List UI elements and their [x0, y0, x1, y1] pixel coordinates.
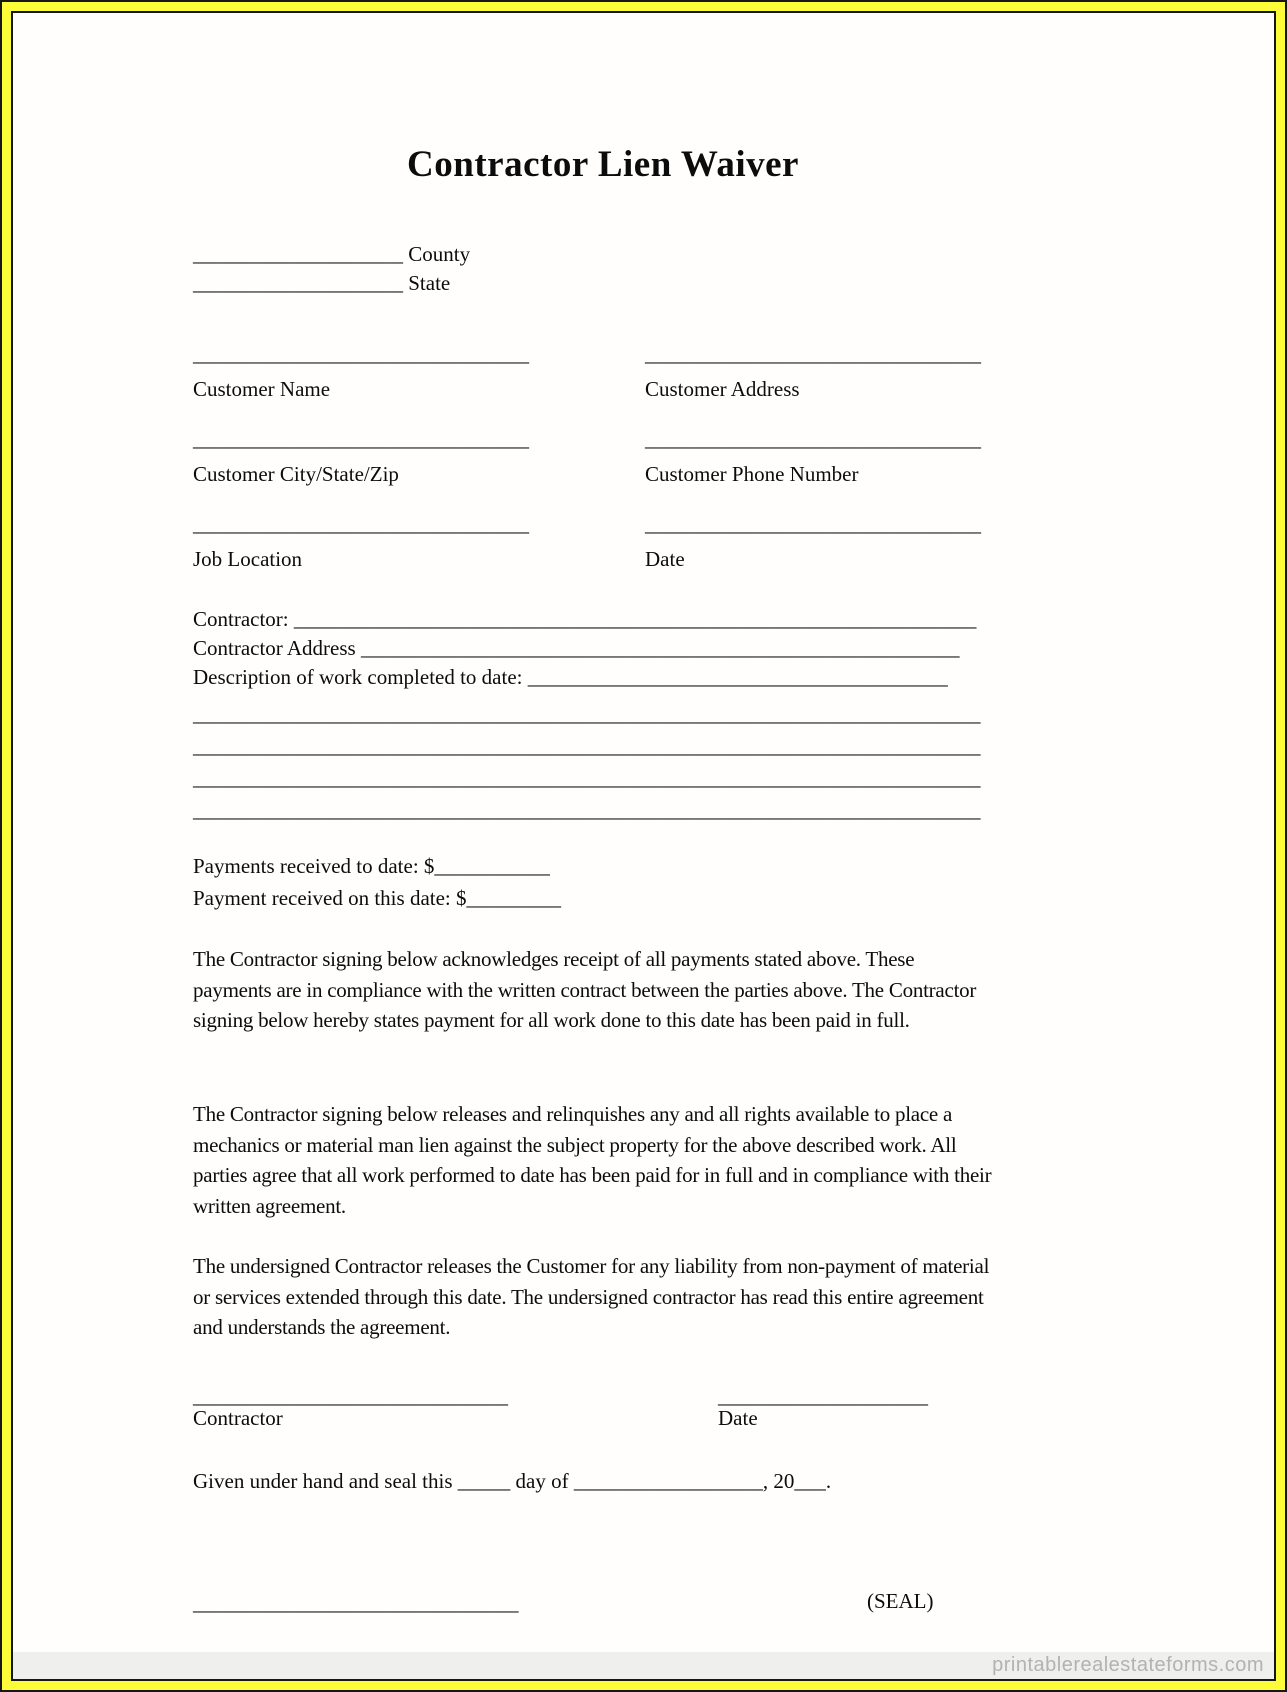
customer-city-state-zip-label: Customer City/State/Zip [193, 462, 399, 486]
execution-month-blank: __________________ [573, 1469, 763, 1493]
customer-phone-blank: ________________________________ [645, 427, 981, 451]
work-description-blank: ________________________________________ [527, 665, 948, 689]
execution-clause [193, 1469, 831, 1494]
payment-this-date-blank: _________ [466, 886, 562, 910]
writing-line: ___________________________________________________________________________ [193, 734, 981, 758]
writing-line: ___________________________________________________________________________ [193, 798, 981, 822]
contractor-address-label: Contractor Address [193, 636, 361, 660]
contractor-signature-label: Contractor [193, 1406, 283, 1430]
contractor-address-blank: _________________________________________________________ [360, 636, 960, 660]
execution-period: . [825, 1469, 832, 1493]
state-label: State [408, 271, 451, 295]
customer-phone-label: Customer Phone Number [645, 462, 859, 486]
signature-date-blank: ____________________ [718, 1384, 928, 1408]
job-location-blank: ________________________________ [193, 512, 529, 536]
customer-address-label: Customer Address [645, 377, 800, 401]
execution-middle: day of [510, 1469, 574, 1493]
county-blank: ____________________ [193, 242, 403, 266]
state-field [193, 269, 450, 298]
writing-line: ___________________________________________________________________________ [193, 766, 981, 790]
payments-to-date-label: Payments received to date: $ [193, 854, 435, 878]
execution-day-blank: _____ [457, 1469, 511, 1493]
execution-year-blank: ___ [794, 1469, 826, 1493]
customer-name-label: Customer Name [193, 377, 331, 401]
yellow-border-frame [2, 2, 1285, 1690]
footer-site-text: printablerealestateforms.com [992, 1654, 1264, 1676]
payment-this-date-field [193, 886, 561, 911]
release-paragraph: The Contractor signing below releases and relinquishes any and all rights available to place a mechanics or material man lien against the subject property for the above described work. All parties agree that all work performed to date has been paid for in full and in compliance with their written agreement. [193, 1102, 992, 1218]
footer-bar [13, 1652, 1274, 1679]
date-field-label: Date [645, 547, 685, 571]
form-sheet [11, 11, 1276, 1681]
execution-suffix: , 20 [762, 1469, 795, 1493]
work-description-field [193, 665, 948, 690]
payments-to-date-field [193, 854, 550, 879]
acknowledgement-paragraph: The Contractor signing below acknowledges receipt of all payments stated above. These payments are in compliance with the written contract between the parties above. The Contractor signing below hereby states payment for all work done to this date has been paid in full. [193, 947, 977, 1032]
customer-city-state-zip-blank: ________________________________ [193, 427, 529, 451]
seal-label: (SEAL) [867, 1589, 934, 1613]
job-location-label: Job Location [193, 547, 303, 571]
customer-address-blank: ________________________________ [645, 342, 981, 366]
execution-prefix: Given under hand and seal this [193, 1469, 458, 1493]
date-field-blank: ________________________________ [645, 512, 981, 536]
writing-line: ___________________________________________________________________________ [193, 702, 981, 726]
state-blank: ____________________ [193, 271, 403, 295]
signature-date-label: Date [718, 1406, 758, 1430]
contractor-address-field [193, 636, 959, 661]
liability-paragraph: The undersigned Contractor releases the Customer for any liability from non-payment of material or services extended through this date. The undersigned contractor has read this entire agreement and understands the agreement. [193, 1254, 990, 1339]
contractor-label: Contractor: [193, 607, 294, 631]
payments-to-date-blank: ___________ [434, 854, 550, 878]
payment-this-date-label: Payment received on this date: $ [193, 886, 467, 910]
customer-name-blank: ________________________________ [193, 342, 529, 366]
contractor-blank: _________________________________________________________________ [293, 607, 977, 631]
contractor-signature-blank: ______________________________ [193, 1384, 508, 1408]
work-description-label: Description of work completed to date: [193, 665, 528, 689]
county-field [193, 240, 470, 269]
contractor-field [193, 607, 976, 632]
seal-signature-blank: _______________________________ [193, 1591, 519, 1615]
page-title: Contractor Lien Waiver [407, 144, 799, 185]
county-label: County [408, 242, 471, 266]
